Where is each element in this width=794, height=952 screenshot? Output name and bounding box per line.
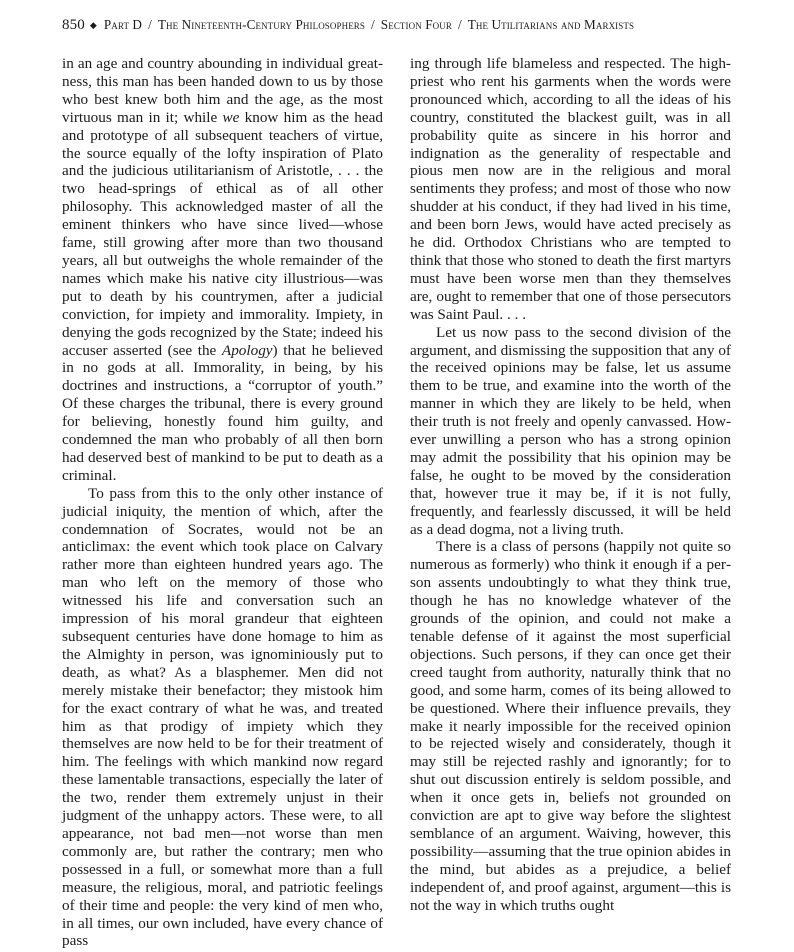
running-header	[62, 17, 742, 34]
header-separator: /	[148, 17, 152, 32]
header-separator: /	[371, 17, 375, 32]
paragraph-text: in an age and country abounding in individual greatness, this man has been handed down to us by those who best knew both him and the age, as the most virtuous man in it; while	[62, 55, 383, 126]
left-text-column	[62, 55, 383, 950]
part-label: Part D	[103, 17, 143, 32]
page-number: 850	[62, 17, 85, 33]
paragraph: Let us now pass to the second division of the argument, and dismissing the supposition that any of the received opinions may be false, let us assume them to be true, and examine into the worth of the manner in which they are likely to be held, when their truth is not freely and openly canvassed. However unwilling a person who has a strong opinion may admit the possibility that his opinion may be false, he ought to be moved by the consideration that, however true it may be, if it is not fully, frequently, and fearlessly discussed, it will be held as a dead dogma, not a living truth.	[410, 323, 731, 538]
header-separator: /	[457, 17, 462, 32]
paragraph: ing through life blameless and respected. The high-priest who rent his garments when the words were pronounced which, according to all the ideas of his country, constituted the blackest guilt, was in all probability quite as sincere in his horror and indignation as the generality of respectable and pious men now are in the religious and moral sentiments they profess; and most of those who now shudder at his conduct, if they had lived in his time, and been born Jews, would have acted precisely as he did. Orthodox Christians who are tempted to think that those who stoned to death the first martyrs must have been worse men than they themselves are, ought to remember that one of those persecutors was Saint Paul. . . .	[410, 55, 731, 323]
paragraph-text: ) that he believed in no gods at all. Immorality, in being, by his doctrines and instructions, a “corruptor of youth.” Of these charges the tribunal, there is every ground for believing, honestly found him guilty, and condemned the man who probably of all then born had deserved best of mankind to be put to death as a criminal.	[62, 341, 384, 484]
paragraph	[62, 55, 383, 485]
part-title: The Nineteenth-Century Philosophers	[157, 17, 366, 32]
emphasis-text: we	[222, 108, 240, 126]
book-title-italic: Apology	[221, 341, 273, 359]
paragraph: To pass from this to the only other instance of judicial iniquity, the mention of which, after the condemnation of Socrates, would not be an anticlimax: the event which took place on Calvary rather more than eighteen hundred years ago. The man who left on the memory of those who witnessed his life and conversation such an impression of his moral grandeur that eighteen subsequent centuries have done homage to him as the Almighty in person, was ignominiously put to death, as what? As a blasphemer. Men did not merely mistake their benefactor; they mistook him for the exact contrary of what he was, and treated him as that prodigy of impiety which they themselves are now held to be for their treatment of him. The feelings with which mankind now regard these lamentable transactions, especially the later of the two, render them extremely unjust in their judgment of the unhappy actors. These were, to all appearance, not bad men—not worse than men commonly are, but rather the contrary; men who possessed in a full, or somewhat more than a full measure, the religious, moral, and patriotic feelings of their time and people: the very kind of men who, in all times, our own included, have every chance of pass	[62, 484, 383, 950]
section-title: The Utilitarians and Marxists	[467, 17, 635, 32]
section-label: Section Four	[380, 17, 452, 32]
diamond-ornament-icon: ◆	[89, 20, 97, 30]
paragraph: There is a class of persons (happily not quite so numerous as formerly) who think it enough if a person assents undoubtingly to what they think true, though he has no knowledge whatever of the grounds of the opinion, and could not make a tenable defense of it against the most superficial objections. Such persons, if they can once get their creed taught from authority, naturally think that no good, and some harm, comes of its being allowed to be questioned. Where their influence prevails, they make it nearly impossible for the received opinion to be rejected wisely and considerately, though it may still be rejected rashly and ignorantly; for to shut out discussion entirely is seldom possible, and when it once gets in, beliefs not grounded on conviction are apt to give way before the slightest semblance of an argument. Waiving, however, this possibility—assuming that the true opinion abides in the mind, but abides as a prejudice, a belief independent of, and proof against, argument—this is not the way in which truths ought	[410, 538, 731, 914]
paragraph-text: know him as the head and prototype of all subsequent teachers of virtue, the source equally of the lofty inspiration of Plato and the judicious utilitarianism of Aristotle, . . . the two head-springs of ethical as of all other philosophy. This acknowledged master of all the eminent thinkers who have since lived—whose fame, still growing after more than two thousand years, all but outweighs the whole remainder of the names which make his native city illustrious—was put to death by his countrymen, after a judicial conviction, for impiety and immorality. Impiety, in denying the gods recognized by the State; indeed his accuser asserted (see the	[62, 108, 383, 359]
right-text-column	[410, 55, 731, 915]
